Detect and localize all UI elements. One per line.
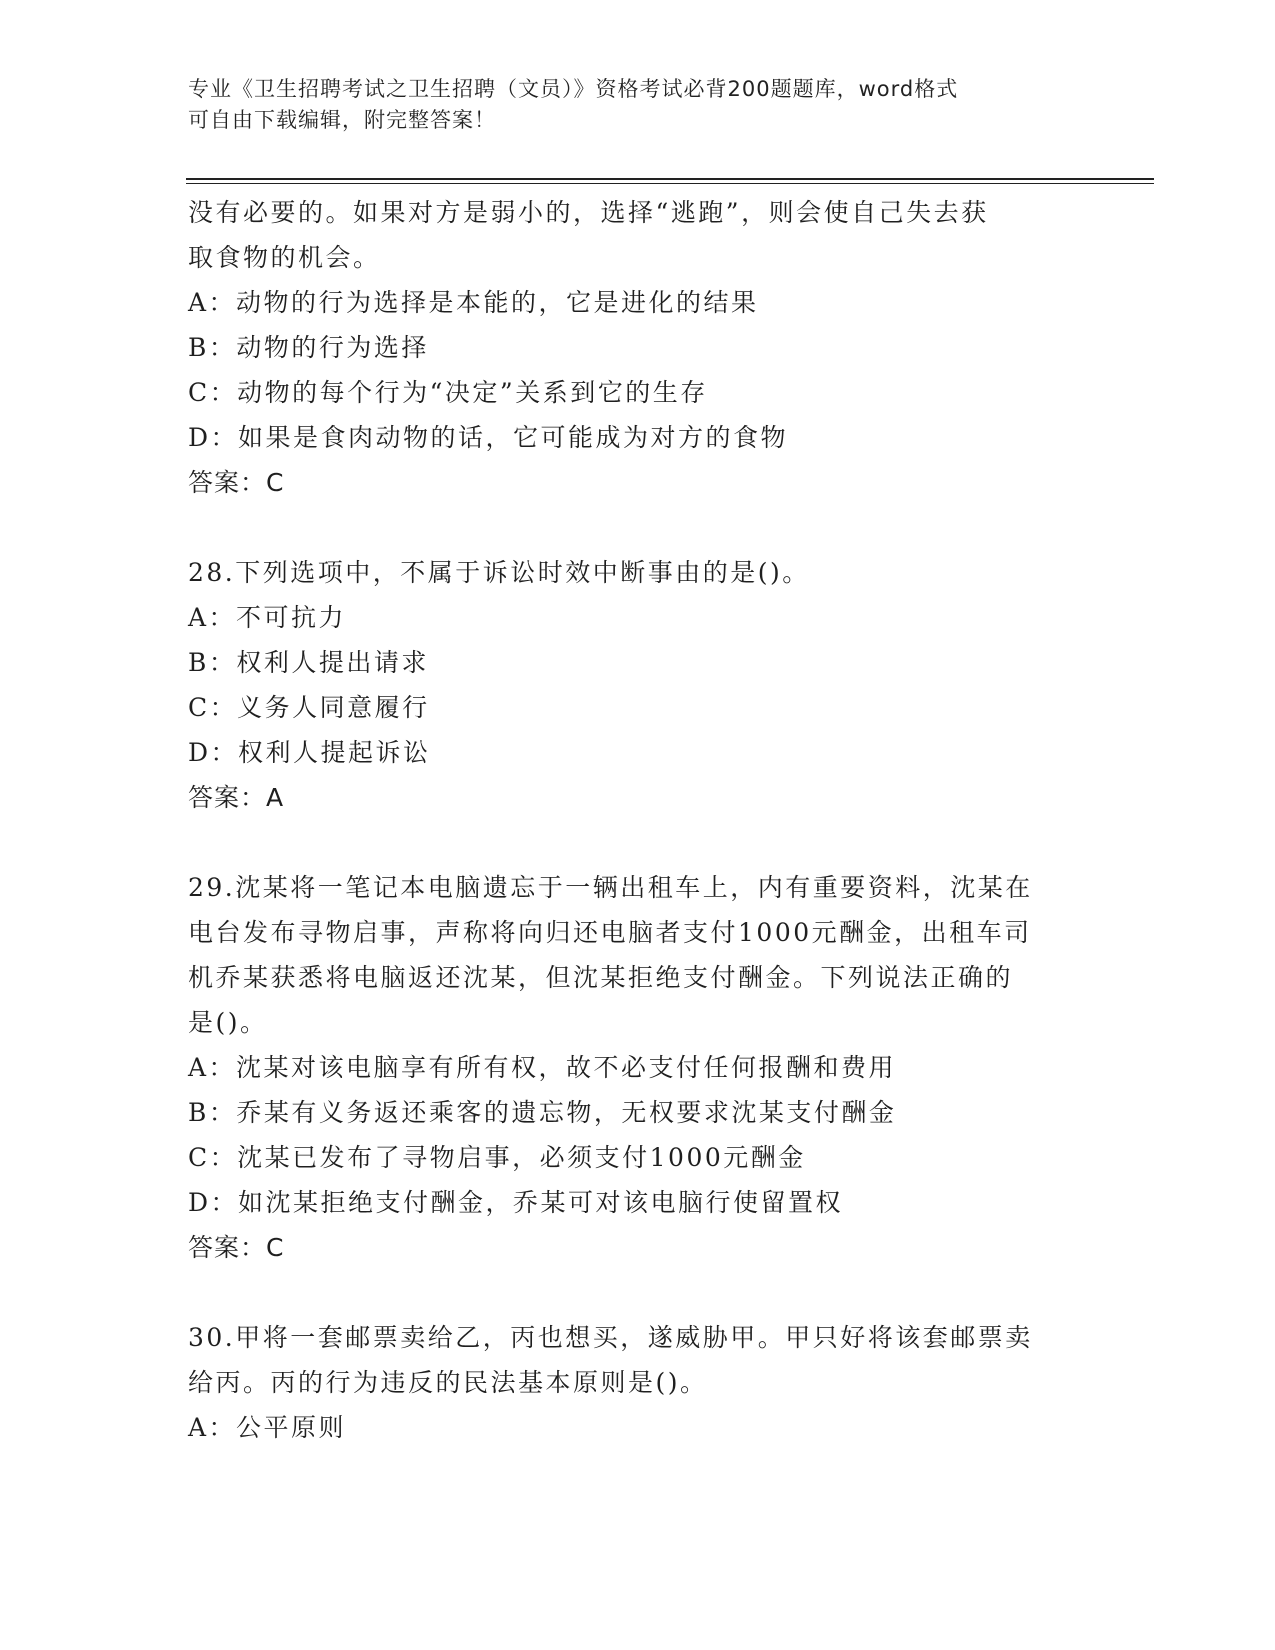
option-a: A：不可抗力 [188,603,347,632]
question-text-line: 没有必要的。如果对方是弱小的，选择“逃跑”，则会使自己失去获 [188,198,989,227]
option-c: C：义务人同意履行 [188,693,430,722]
option-c: C：动物的每个行为“决定”关系到它的生存 [188,378,708,407]
option-d: D：如沈某拒绝支付酬金，乔某可对该电脑行使留置权 [188,1188,844,1217]
option-a: A：公平原则 [188,1413,347,1442]
spacer [188,820,1088,865]
header-title-line-2: 可自由下载编辑，附完整答案！ [188,108,496,132]
question-28 [188,550,1088,820]
question-stem-line: 是()。 [188,1008,268,1037]
option-d: D：如果是食肉动物的话，它可能成为对方的食物 [188,423,789,452]
answer-label: 答案：C [188,468,285,497]
answer-label: 答案：C [188,1233,285,1262]
question-27-continuation [188,190,1088,505]
option-a: A：沈某对该电脑享有所有权，故不必支付任何报酬和费用 [188,1053,897,1082]
option-d: D：权利人提起诉讼 [188,738,431,767]
header-title-line-1: 专业《卫生招聘考试之卫生招聘（文员）》资格考试必背200题题库，word格式 [188,77,959,101]
question-stem-line: 电台发布寻物启事，声称将向归还电脑者支付1000元酬金，出租车司 [188,918,1032,947]
option-b: B：乔某有义务返还乘客的遗忘物，无权要求沈某支付酬金 [188,1098,897,1127]
header-divider-thin [186,183,1154,184]
spacer [188,1270,1088,1315]
option-a: A：动物的行为选择是本能的，它是进化的结果 [188,288,759,317]
answer-label: 答案：A [188,783,285,812]
question-stem-line: 29.沈某将一笔记本电脑遗忘于一辆出租车上，内有重要资料，沈某在 [188,873,1033,902]
question-stem: 28.下列选项中，不属于诉讼时效中断事由的是()。 [188,558,810,587]
question-stem-line: 30.甲将一套邮票卖给乙，丙也想买，遂威胁甲。甲只好将该套邮票卖 [188,1323,1033,1352]
option-b: B：权利人提出请求 [188,648,429,677]
document-header [188,74,1068,136]
question-29 [188,865,1088,1270]
question-text-line: 取食物的机会。 [188,243,381,272]
option-b: B：动物的行为选择 [188,333,429,362]
question-stem-line: 机乔某获悉将电脑返还沈某，但沈某拒绝支付酬金。下列说法正确的 [188,963,1014,992]
question-stem-line: 给丙。丙的行为违反的民法基本原则是()。 [188,1368,708,1397]
spacer [188,505,1088,550]
option-c: C：沈某已发布了寻物启事，必须支付1000元酬金 [188,1143,806,1172]
header-divider-thick [186,178,1154,180]
question-30 [188,1315,1088,1450]
document-body [188,190,1088,1450]
